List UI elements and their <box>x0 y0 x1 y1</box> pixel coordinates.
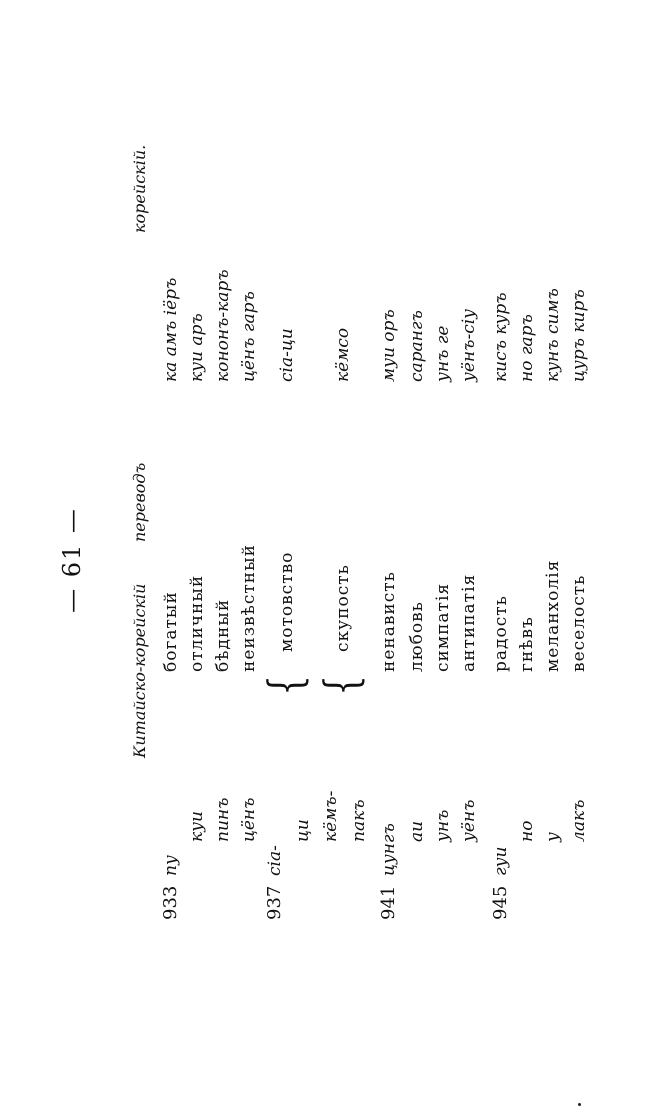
page-number: — 61 — <box>58 507 86 613</box>
translation-word: мотовство <box>277 551 297 652</box>
chinese-korean-word: кёмъ- <box>321 790 341 842</box>
translation-word: симпатія <box>433 582 453 672</box>
korean-word: кунъ симъ <box>543 288 563 382</box>
brace-symbol: { <box>258 675 312 696</box>
korean-word: кёмсо <box>333 327 353 382</box>
translation-word: меланхолія <box>543 559 563 672</box>
chinese-korean-word: но <box>517 820 537 842</box>
translation-word: бѣдный <box>213 598 233 672</box>
chinese-korean-word: цёнъ <box>239 797 259 842</box>
korean-word: цёнъ гаръ <box>239 291 259 382</box>
translation-word: веселость <box>569 574 589 672</box>
translation-word: антипатія <box>459 573 479 672</box>
chinese-korean-word: лакъ <box>569 799 589 842</box>
chinese-korean-word: сіа- <box>265 845 285 876</box>
header-korean: корейскій. <box>130 144 149 233</box>
chinese-korean-word: куи <box>187 811 207 842</box>
translation-word: отличный <box>187 574 207 672</box>
chinese-korean-word: пу <box>161 855 181 876</box>
korean-word: сарангъ <box>407 310 427 382</box>
entry-number: 933 <box>160 885 181 920</box>
brace-symbol: { <box>314 675 368 696</box>
korean-word: куи аръ <box>187 313 207 382</box>
translation-word: гнѣвъ <box>517 616 537 672</box>
chinese-korean-word: ци <box>293 819 313 842</box>
translation-word: скупость <box>333 564 353 652</box>
korean-word: сіа-ци <box>277 328 297 382</box>
entry-number: 941 <box>378 885 399 920</box>
ink-speck <box>578 1103 581 1106</box>
translation-word: богатый <box>161 591 181 672</box>
chinese-korean-word: цунгъ <box>379 823 399 876</box>
chinese-korean-word: пакъ <box>349 799 369 842</box>
chinese-korean-word: гуи <box>491 846 511 876</box>
header-chinese-korean: Китайско-корейскій <box>130 583 149 758</box>
chinese-korean-word: у <box>543 832 563 842</box>
korean-word: цуръ киръ <box>569 289 589 382</box>
entry-number: 937 <box>264 885 285 920</box>
korean-word: муи оръ <box>379 309 399 382</box>
chinese-korean-word: уёнъ <box>459 799 479 842</box>
korean-word: ка амъ іёръ <box>161 277 181 382</box>
chinese-korean-word: пинъ <box>213 797 233 842</box>
korean-word: кононъ-каръ <box>213 269 233 382</box>
chinese-korean-word: унъ <box>433 809 453 842</box>
korean-word: но гаръ <box>517 314 537 382</box>
translation-word: любовь <box>407 601 427 672</box>
header-translation: переводъ <box>130 462 149 542</box>
korean-word: кисъ куръ <box>491 292 511 382</box>
chinese-korean-word: аи <box>407 820 427 842</box>
translation-word: неизвѣстный <box>239 544 259 672</box>
translation-word: ненависть <box>379 571 399 672</box>
translation-word: радость <box>491 595 511 672</box>
entry-number: 945 <box>490 885 511 920</box>
korean-word: уёнъ-сіу <box>459 308 479 382</box>
korean-word: унъ ге <box>433 325 453 382</box>
